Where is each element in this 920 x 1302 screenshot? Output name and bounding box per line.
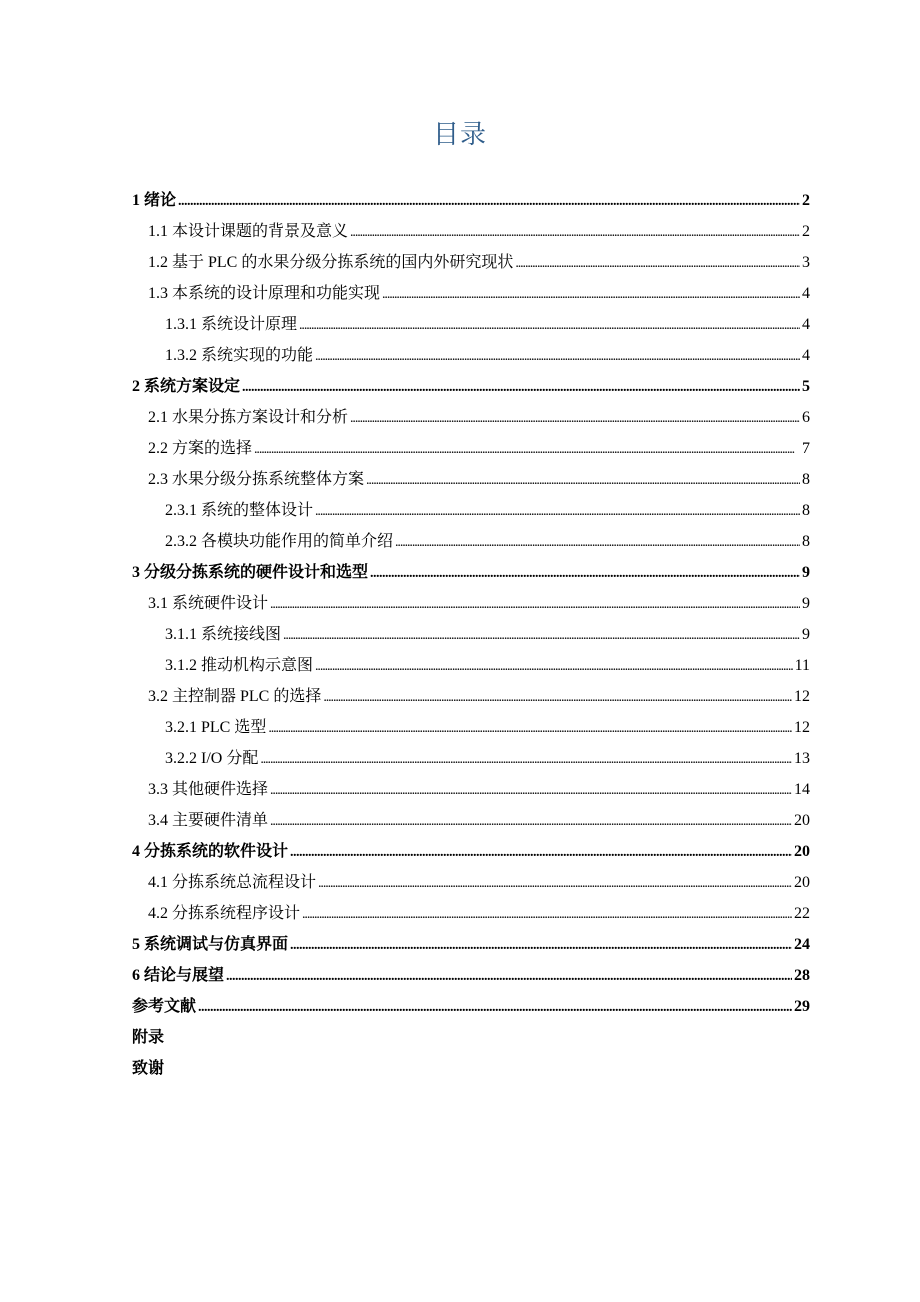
toc-entry-label: 3 分级分拣系统的硬件设计和选型 — [132, 557, 369, 588]
dot-leader — [178, 191, 800, 211]
toc-entry-label: 1.3 本系统的设计原理和功能实现 — [148, 278, 381, 309]
toc-entry-label: 3.2 主控制器 PLC 的选择 — [148, 681, 322, 712]
dot-leader — [366, 470, 800, 490]
toc-entry-label: 1 绪论 — [132, 185, 177, 216]
dot-leader — [350, 408, 800, 428]
toc-entry[interactable] — [132, 774, 810, 805]
toc-entry-page: 28 — [794, 967, 810, 984]
toc-entry-label: 1.2 基于 PLC 的水果分级分拣系统的国内外研究现状 — [148, 247, 514, 278]
toc-entry[interactable] — [132, 340, 810, 371]
toc-entry[interactable] — [132, 867, 810, 898]
toc-entry-label: 1.1 本设计课题的背景及意义 — [148, 216, 349, 247]
toc-entry-label: 1.3.2 系统实现的功能 — [165, 340, 314, 371]
toc-entry-page: 8 — [802, 471, 810, 488]
toc-entry[interactable] — [132, 1022, 810, 1053]
toc-entry-page: 9 — [802, 595, 810, 612]
toc-entry-label: 致谢 — [132, 1053, 165, 1084]
dot-leader — [315, 656, 793, 676]
toc-entry[interactable] — [132, 278, 810, 309]
toc-entry-page: 4 — [802, 285, 810, 302]
dot-leader — [270, 780, 792, 800]
toc-entry-page: 7 — [802, 440, 810, 457]
toc-entry-label: 1.3.1 系统设计原理 — [165, 309, 298, 340]
toc-entry-page: 6 — [802, 409, 810, 426]
dot-leader — [350, 222, 800, 242]
toc-entry-page: 20 — [794, 812, 810, 829]
dot-leader — [242, 377, 800, 397]
toc-entry-page: 8 — [802, 502, 810, 519]
dot-leader — [315, 501, 800, 521]
toc-entry-label: 2.3.2 各模块功能作用的简单介绍 — [165, 526, 394, 557]
page-title: 目录 — [432, 120, 487, 150]
toc-entry[interactable] — [132, 185, 810, 216]
dot-leader — [254, 439, 800, 459]
toc-entry-label: 4.2 分拣系统程序设计 — [148, 898, 301, 929]
toc-entry[interactable] — [132, 836, 810, 867]
toc-entry-page: 9 — [802, 626, 810, 643]
toc-entry-label: 2.2 方案的选择 — [148, 433, 253, 464]
toc-entry[interactable] — [132, 247, 810, 278]
toc-entry-page: 22 — [794, 905, 810, 922]
toc-entry-label: 4 分拣系统的软件设计 — [132, 836, 289, 867]
toc-entry-label: 4.1 分拣系统总流程设计 — [148, 867, 317, 898]
dot-leader — [370, 563, 800, 583]
toc-entry[interactable] — [132, 898, 810, 929]
toc-entry-label: 5 系统调试与仿真界面 — [132, 929, 289, 960]
toc-entry-page: 8 — [802, 533, 810, 550]
dot-leader — [515, 253, 800, 273]
toc-entry-page: 5 — [802, 378, 810, 395]
toc-entry[interactable] — [132, 929, 810, 960]
dot-leader — [323, 687, 792, 707]
toc-entry-page: 29 — [794, 998, 810, 1015]
toc-entry-page: 4 — [802, 347, 810, 364]
toc-entry-label: 2.3.1 系统的整体设计 — [165, 495, 314, 526]
toc-entry[interactable] — [132, 495, 810, 526]
toc-entry[interactable] — [132, 991, 810, 1022]
toc-entry-label: 2.3 水果分级分拣系统整体方案 — [148, 464, 365, 495]
dot-leader — [260, 749, 792, 769]
dot-leader — [315, 346, 800, 366]
toc-entry-page: 2 — [802, 223, 810, 240]
dot-leader — [226, 966, 792, 986]
dot-leader — [270, 594, 800, 614]
table-of-contents — [132, 185, 810, 1084]
toc-entry[interactable] — [132, 371, 810, 402]
toc-entry[interactable] — [132, 743, 810, 774]
toc-entry-page: 2 — [802, 192, 810, 209]
toc-entry-page: 9 — [802, 564, 810, 581]
toc-entry-label: 2 系统方案设定 — [132, 371, 241, 402]
toc-entry-label: 参考文献 — [132, 991, 197, 1022]
toc-entry[interactable] — [132, 216, 810, 247]
dot-leader — [302, 904, 792, 924]
dot-leader — [198, 997, 792, 1017]
dot-leader — [290, 935, 792, 955]
toc-entry[interactable] — [132, 402, 810, 433]
dot-leader — [283, 625, 800, 645]
dot-leader — [299, 315, 800, 335]
toc-entry[interactable] — [132, 650, 810, 681]
toc-entry-page: 3 — [802, 254, 810, 271]
toc-entry[interactable] — [132, 588, 810, 619]
dot-leader — [270, 811, 792, 831]
toc-entry[interactable] — [132, 526, 810, 557]
toc-entry[interactable] — [132, 681, 810, 712]
toc-entry[interactable] — [132, 1053, 810, 1084]
toc-entry[interactable] — [132, 309, 810, 340]
toc-entry-label: 附录 — [132, 1022, 165, 1053]
toc-entry-page: 14 — [794, 781, 810, 798]
toc-entry-page: 20 — [794, 874, 810, 891]
dot-leader — [382, 284, 800, 304]
toc-entry-label: 3.2.1 PLC 选型 — [165, 712, 267, 743]
toc-entry-label: 3.2.2 I/O 分配 — [165, 743, 259, 774]
toc-entry[interactable] — [132, 619, 810, 650]
toc-entry-page: 11 — [794, 657, 810, 674]
toc-entry-page: 20 — [794, 843, 810, 860]
toc-entry-page: 13 — [794, 750, 810, 767]
dot-leader — [395, 532, 800, 552]
toc-entry[interactable] — [132, 557, 810, 588]
toc-entry[interactable] — [132, 805, 810, 836]
dot-leader — [318, 873, 792, 893]
dot-leader — [290, 842, 792, 862]
toc-entry[interactable] — [132, 464, 810, 495]
toc-entry-page: 12 — [794, 688, 810, 705]
toc-entry[interactable] — [132, 433, 810, 464]
toc-entry-label: 3.1.1 系统接线图 — [165, 619, 282, 650]
toc-entry-page: 12 — [794, 719, 810, 736]
toc-entry-label: 2.1 水果分拣方案设计和分析 — [148, 402, 349, 433]
toc-entry-label: 3.4 主要硬件清单 — [148, 805, 269, 836]
toc-entry[interactable] — [132, 960, 810, 991]
toc-entry[interactable] — [132, 712, 810, 743]
toc-entry-label: 3.1.2 推动机构示意图 — [165, 650, 314, 681]
toc-entry-label: 6 结论与展望 — [132, 960, 225, 991]
toc-entry-label: 3.1 系统硬件设计 — [148, 588, 269, 619]
dot-leader — [268, 718, 792, 738]
toc-entry-page: 4 — [802, 316, 810, 333]
toc-entry-label: 3.3 其他硬件选择 — [148, 774, 269, 805]
toc-entry-page: 24 — [794, 936, 810, 953]
